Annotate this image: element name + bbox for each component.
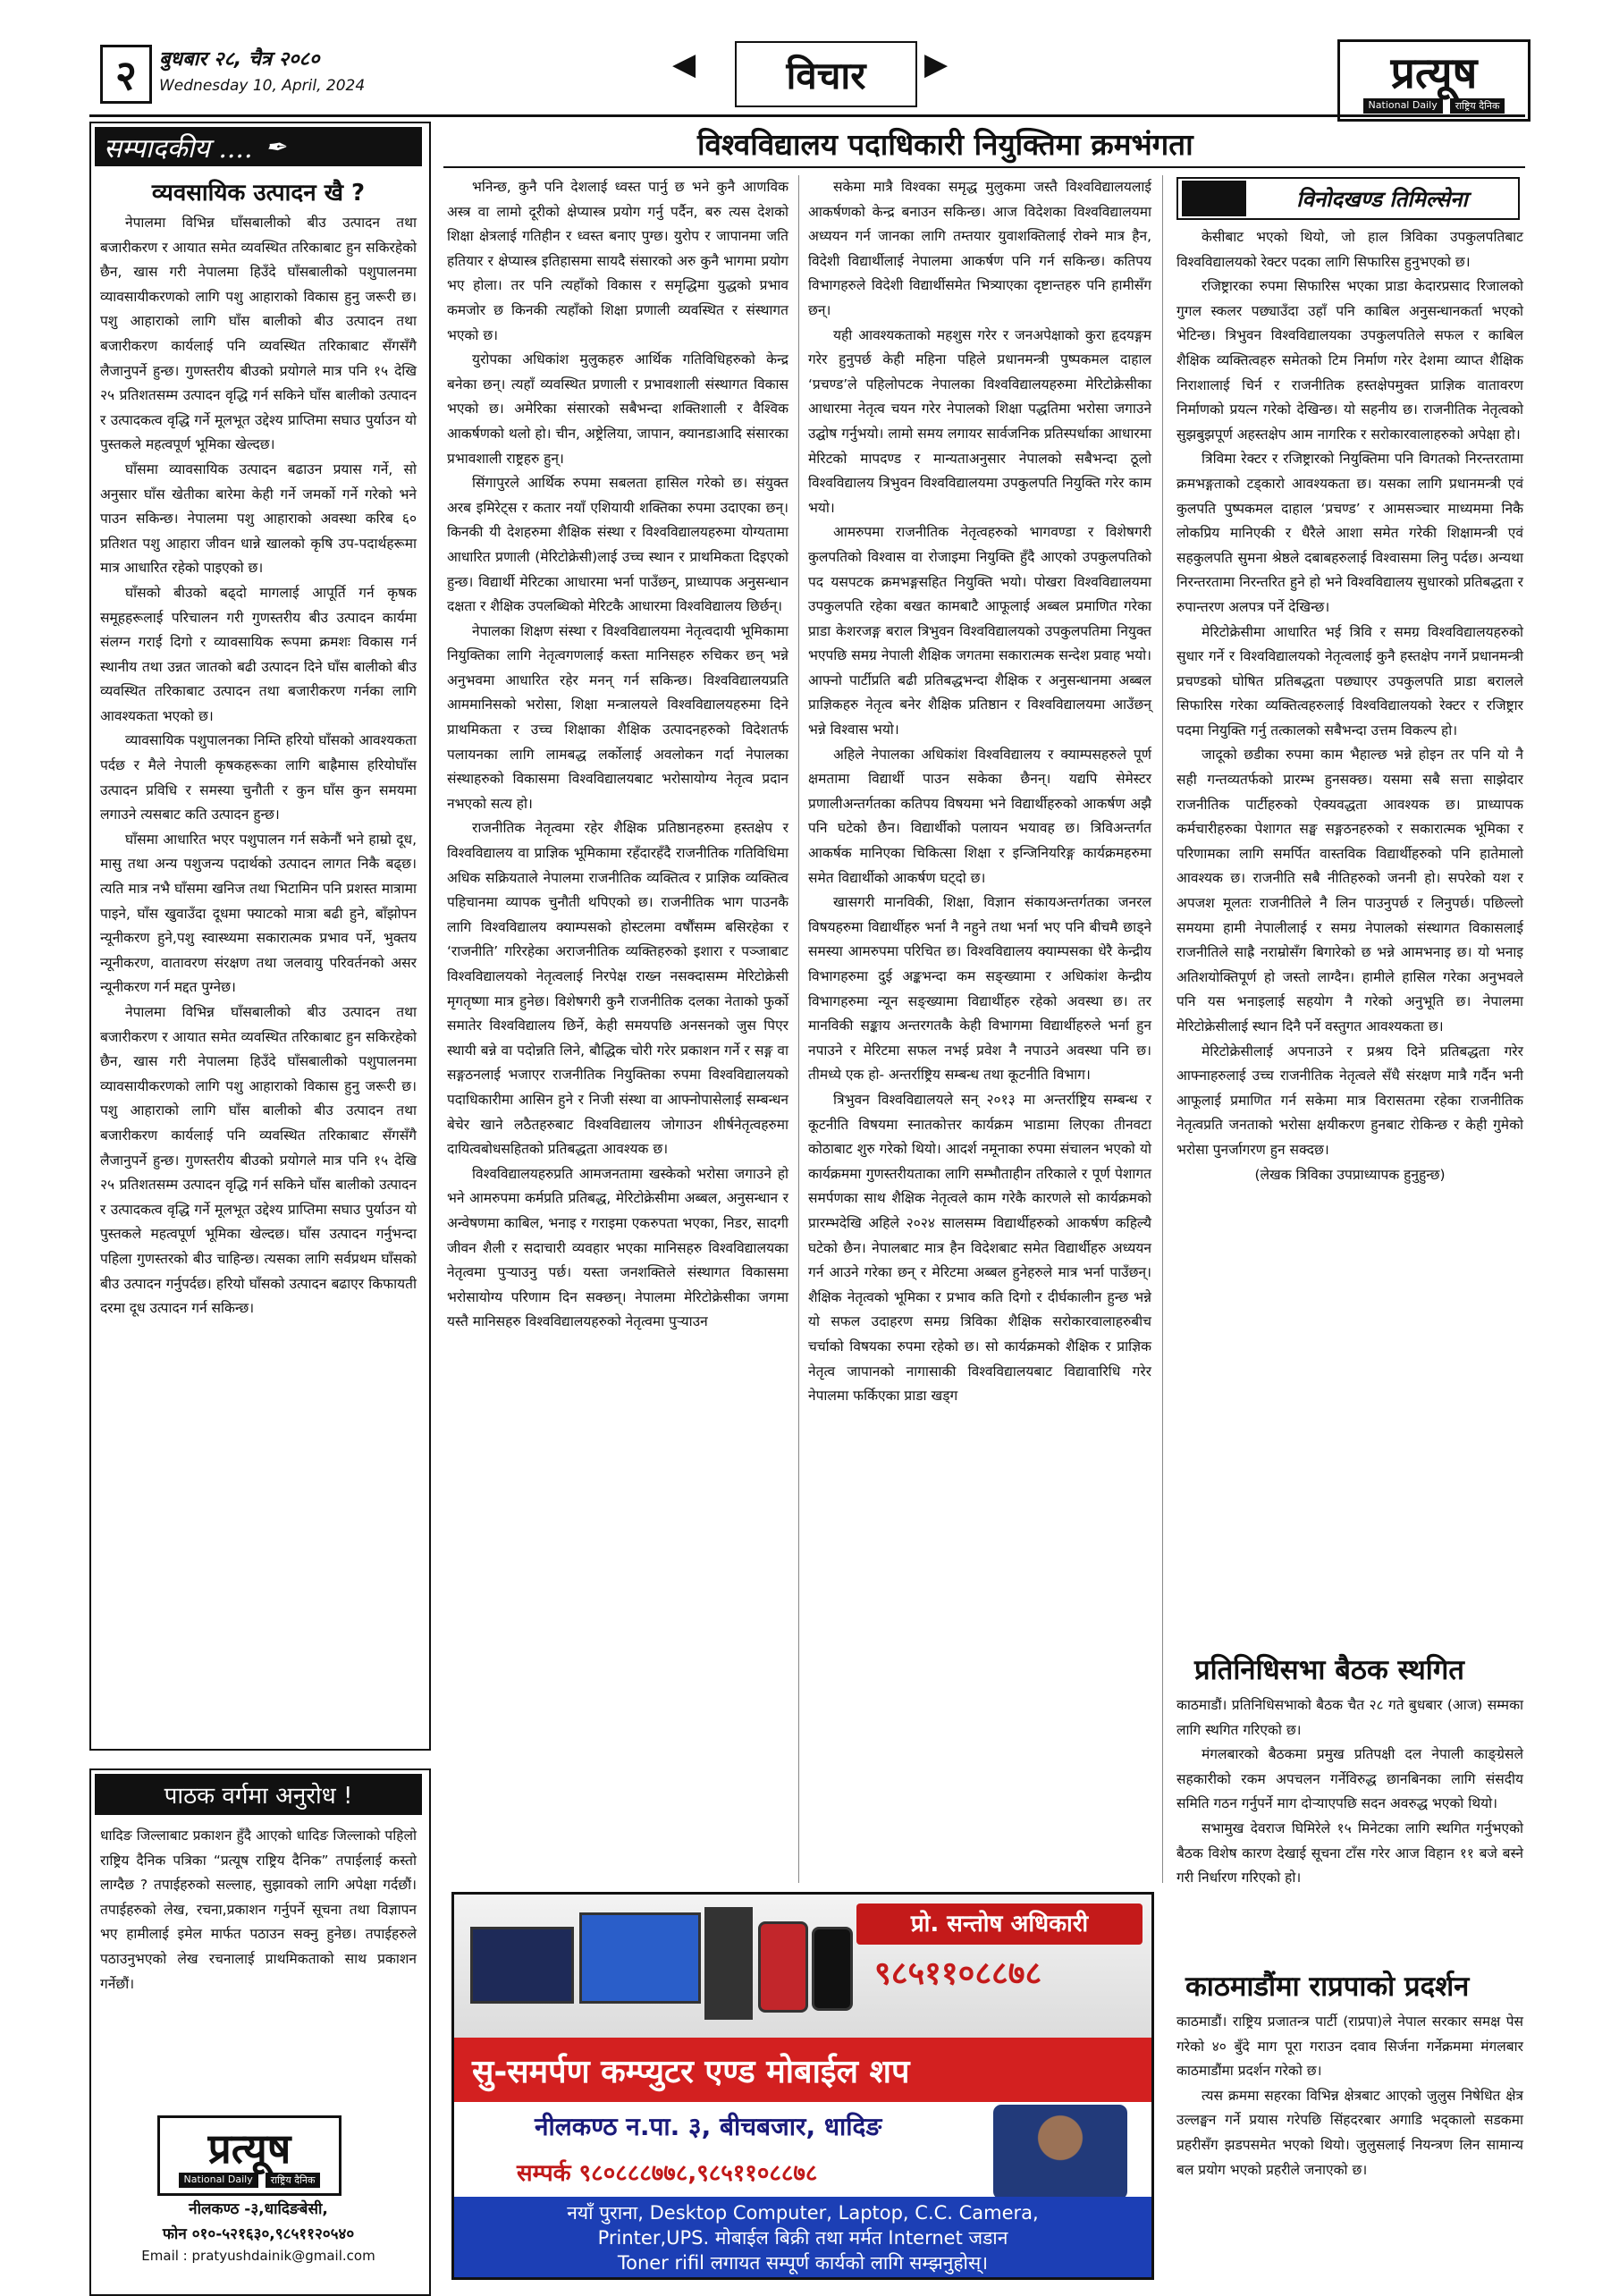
phone-icon	[812, 1927, 853, 2011]
author-box	[1176, 177, 1520, 220]
footer-logo-tag-np: राष्ट्रिय दैनिक	[266, 2173, 321, 2188]
article-paragraph: राजनीतिक नेतृत्वमा रहेर शैक्षिक प्रतिष्ठानहरुमा हस्तक्षेप र विश्वविद्यालय वा प्राज्ञिक भूमिकामा रहँदारहँदै राजनीतिक गतिविधिमा अधिक सक्रियताले नेपालमा राजनीतिक व्यक्तित्व र प्राज्ञिक व्यक्तित्व पहिचानमा व्यापक चुनौती थपिएको छ। राजनीतिक भाग पाउनकै लागि विश्वविद्यालय क्याम्पसको होस्टलमा वर्षौंसम्म बसिरहेका र ‘राजनीति’ गरिरहेका अराजनीतिक व्यक्तिहरुको इशारा र पञ्जाबाट विश्वविद्यालयको नेतृत्वलाई निरपेक्ष राख्न नसक्दासम्म मेरिटोक्रेसी मृगतृष्णा मात्र हुनेछ। विशेषगरी कुनै राजनीतिक दलका नेताको फुर्को समातेर विश्वविद्यालय छिर्ने, केही समयपछि अनसनको जुस पिएर स्थायी बन्ने वा पदोन्नति लिने, बौद्धिक चोरी गरेर प्रकाशन गर्ने र सङ्ग वा सङ्गठनलाई भजाएर राजनीतिक नियुक्तिका रुपमा विश्वविद्यालयको पदाधिकारीमा आसिन हुने र निजी संस्था वा आफ्नोपासेलाई सम्बन्धन बेचेर खाने लठैतहरुबाट विश्वविद्यालय जोगाउन शीर्षनेतृत्वहरुमा दायित्वबोधसहितको प्रतिबद्धता आवश्यक छ।	[447, 820, 788, 1158]
news1-paragraph: सभामुख देवराज घिमिरेले १५ मिनेटका लागि स्थगित गर्नुभएको बैठक विशेष कारण देखाई सूचना टाँस गरेर आज विहान ११ बजे बस्ने गरी निर्धारण गरिएको हो।	[1176, 1819, 1523, 1887]
date-english: Wednesday 10, April, 2024	[159, 77, 366, 95]
ad-services	[454, 2197, 1151, 2280]
phone-icon	[758, 1921, 808, 2013]
editorial-banner-label: सम्पादकीय ....	[104, 132, 253, 165]
article-paragraph: रजिष्ट्रारका रुपमा सिफारिस भएका प्राडा केदारप्रसाद रिजालको गुगल स्कलर पछ्याउँदा उहाँ पनि काबिल अनुसन्धानकर्ता भएको भेटिन्छ। त्रिभुवन विश्वविद्यालयका उपकुलपतिले सफल र काबिल शैक्षिक व्यक्तित्वहरु समेतको टिम निर्माण गरेर देशमा व्याप्त शैक्षिक निराशालाई चिर्न र राजनीतिक हस्तक्षेपमुक्त प्राज्ञिक वातावरण निर्माणको प्रयत्न गरेको देखिन्छ। यो सहनीय छ। राजनीतिक नेतृत्वको सुझबुझपूर्ण अहस्तक्षेप आम नागरिक र सरोकारवालाहरुको अपेक्षा हो।	[1176, 278, 1523, 443]
editorial-paragraph: घाँसमा व्यावसायिक उत्पादन बढाउन प्रयास गर्ने, सो अनुसार घाँस खेतीका बारेमा केही गर्ने जमर्को गर्ने गरेको भने पाउन सकिन्छ। नेपालमा पशु आहाराको अवस्था करिब ६० प्रतिशत पशु आहारा जीवन धान्ने खालको कृषि उप-पदार्थहरूमा मात्र आधारित रहेको पाइएको छ।	[100, 460, 417, 577]
monitor-icon	[579, 1912, 701, 2004]
masthead-logo	[1337, 39, 1530, 122]
editorial-body	[100, 211, 417, 1321]
advertisement	[451, 1892, 1154, 2280]
left-arrow-icon: ◀	[672, 46, 696, 82]
article-paragraph: विश्वविद्यालयहरुप्रति आमजनतामा खस्केको भरोसा जगाउने हो भने आमरुपमा कर्मप्रति प्रतिबद्ध, मेरिटोक्रेसीमा अब्बल, अनुसन्धान र अन्वेषणमा काबिल, भनाइ र गराइमा एकरुपता भएका, निडर, सादगी जीवन शैली र सदाचारी व्यवहार भएका मानिसहरु विश्वविद्यालयका नेतृत्वमा पुऱ्याउनु पर्छ। यस्ता जनशक्तिले संस्थागत विकासमा भरोसायोग्य परिणाम दिन सक्छन्। नेपालमा मेरिटोक्रेसीका जगमा यस्तै मानिसहरु विश्वविद्यालयहरुको नेतृत्वमा पुऱ्याउन	[447, 1165, 788, 1330]
pen-icon: ✒	[265, 131, 286, 162]
right-arrow-icon: ▶	[924, 46, 949, 82]
article-paragraph: अहिले नेपालका अधिकांश विश्वविद्यालय र क्याम्पसहरुले पूर्ण क्षमतामा विद्यार्थी पाउन सकेका छैनन्। यद्यपि सेमेस्टर प्रणालीअन्तर्गतका कतिपय विषयमा भने विद्यार्थीहरुको आकर्षण अझै पनि घटेको छैन। विद्यार्थीको पलायन भयावह छ। त्रिविअन्तर्गत आकर्षक मानिएका चिकित्सा शिक्षा र इन्जिनियरिङ्ग कार्यक्रमहरुमा समेत विद्यार्थीको आकर्षण घट्दो छ।	[808, 746, 1151, 886]
news2-paragraph: काठमाडौं। राष्ट्रिय प्रजातन्त्र पार्टी (राप्रपा)ले नेपाल सरकार समक्ष पेस गरेको ४० बुँदे माग पूरा गराउन दवाव सिर्जना गर्नेक्रममा मंगलबार काठमाडौंमा प्रदर्शन गरेको छ।	[1176, 2013, 1523, 2080]
ad-proprietor: प्रो. सन्तोष अधिकारी	[856, 1903, 1143, 1945]
news1-paragraph: मंगलबारको बैठकमा प्रमुख प्रतिपक्षी दल नेपाली काङ्ग्रेसले सहकारीको रकम अपचलन गर्नेविरुद्ध छानबिनका लागि संसदीय समिति गठन गर्नुपर्ने माग दोऱ्याएपछि सदन अवरुद्ध भएको थियो।	[1176, 1746, 1523, 1812]
footer-phone: फोन ०१०-५२१६३०,९८५११२०५४०	[162, 2225, 355, 2243]
ad-phone-top: ९८५११०८८७८	[874, 1955, 1042, 1992]
column-divider	[798, 175, 799, 1883]
ad-services-line: Toner rifil लगायत सम्पूर्ण कार्यको लागि सम्झनुहोस्।	[617, 2252, 989, 2274]
footer-logo-text: प्रत्यूष	[207, 2123, 291, 2173]
article-paragraph: सिंगापुरले आर्थिक रुपमा सबलता हासिल गरेको छ। संयुक्त अरब इमिरेट्स र कतार नयाँ एशियायी शक्तिका रुपमा उदाएका छन्। किनकी यी देशहरुमा शैक्षिक संस्था र विश्वविद्यालयहरुमा योग्यतामा आधारित प्रणाली (मेरिटोक्रेसी)लाई उच्च स्थान र प्राथमिकता दिइएको हुन्छ। विद्यार्थी मेरिटका आधारमा भर्ना पाउँछन्, प्राध्यापक अनुसन्धान दक्षता र शैक्षिक उपलब्धिको मेरिटकै आधारमा विश्वविद्यालय छिर्छन्।	[447, 475, 788, 615]
ad-contact: सम्पर्क ९८०८८८७७८,९८५११०८८७८	[517, 2160, 818, 2187]
news2-body	[1176, 2010, 1523, 2182]
article-paragraph: आमरुपमा राजनीतिक नेतृत्वहरुको भागवण्डा र विशेषगरी कुलपतिको विश्वास वा रोजाइमा नियुक्ति हुँदै आएको उपकुलपतिको पद यसपटक क्रमभङ्गसहित नियुक्ति भयो। पोखरा विश्वविद्यालयमा उपकुलपति रहेका बखत कामबाटै आफूलाई अब्बल प्रमाणित गरेका प्राडा केशरजङ्ग बराल त्रिभुवन विश्वविद्यालयको उपकुलपतिमा नियुक्त भएपछि समग्र नेपाली शैक्षिक जगतमा सकारात्मक सन्देश प्रवाह भयो। आफ्नो पार्टीप्रति बढी प्रतिबद्धभन्दा शैक्षिक र अनुसन्धानमा अब्बल प्राज्ञिकहरु नेतृत्व बनेर शैक्षिक प्रतिष्ठान र विश्वविद्यालयमा आउँछन् भन्ने विश्वास भयो।	[808, 524, 1151, 739]
editorial-paragraph: व्यावसायिक पशुपालनका निम्ति हरियो घाँसको आवश्यकता पर्दछ र मैले नेपाली कृषकहरूका लागि बाह्रैमास हरियोघाँस उत्पादन प्रविधि र समस्या चुनौती र कुन घाँस कुन समयमा लगाउने त्यसबाट कति उत्पादन हुन्छ।	[100, 732, 417, 823]
article-paragraph: युरोपका अधिकांश मुलुकहरु आर्थिक गतिविधिहरुको केन्द्र बनेका छन्। त्यहाँ व्यवस्थित प्रणाली र प्रभावशाली संस्थागत विकास भएको छ। अमेरिका संसारको सबैभन्दा शक्तिशाली र वैश्विक आकर्षणको थलो हो। चीन, अष्ट्रेलिया, जापान, क्यानडाआदि संसारका प्रभावशाली राष्ट्रहरु हुन्।	[447, 351, 788, 467]
ad-services-line: नयाँ पुराना, Desktop Computer, Laptop, C.C. Camera,	[567, 2202, 1039, 2224]
news2-paragraph: त्यस क्रममा सहरका विभिन्न क्षेत्रबाट आएको जुलुस निषेधित क्षेत्र उल्लङ्घन गर्ने प्रयास गरेपछि सिंहदरबार अगाडि भद्कालो सडकमा प्रहरीसँग झडपसमेत भएको थियो। जुलुसलाई नियन्त्रण लिन सामान्य बल प्रयोग भएको प्रहरीले जनाएको छ।	[1176, 2087, 1523, 2178]
reader-request-body: धादिङ जिल्लाबाट प्रकाशन हुँदै आएको धादिङ जिल्लाको पहिलो राष्ट्रिय दैनिक पत्रिका “प्रत्यूष राष्ट्रिय दैनिक” तपाईलाई कस्तो लाग्दैछ ? तपाईहरुको सल्लाह, सुझावको लागि अपेक्षा गर्दछौं। तपाईहरुको लेख, रचना,प्रकाशन गर्नुपर्ने सूचना तथा विज्ञापन भए हामीलाई इमेल मार्फत पठाउन सक्नु हुनेछ। तपाईहरुले पठाउनुभएको लेख रचनालाई प्राथमिकताको साथ प्रकाशन गर्नेछौं।	[100, 1828, 417, 1992]
editorial-paragraph: घाँसमा आधारित भएर पशुपालन गर्न सकेनौं भने हाम्रो दूध, मासु तथा अन्य पशुजन्य पदार्थको उत्पादन लागत निकै बढ्छ। त्यति मात्र नभै घाँसमा खनिज तथा भिटामिन पनि प्रशस्त मात्रामा पाइने, घाँस खुवाउँदा दूधमा फ्याटको मात्रा बढी हुने, बाँझोपन न्यूनीकरण हुने,पशु स्वास्थ्यमा सकारात्मक प्रभाव पर्ने, भुक्तय न्यूनीकरण, वातावरण संरक्षण तथा जलवायु परिवर्तनको असर न्यूनीकरण गर्न मद्दत पुग्नेछ।	[100, 831, 417, 996]
article-paragraph: जादूको छडीका रुपमा काम भैहाल्छ भन्ने होइन तर पनि यो नै सही गन्तव्यतर्फको प्रारम्भ हुनसक्छ। यसमा सबै सत्ता साझेदार राजनीतिक पार्टीहरुको ऐक्यवद्धता आवश्यक छ। प्राध्यापक कर्मचारीहरुका पेशागत सङ्घ सङ्गठनहरुको र सकारात्मक भूमिका र परिणामका लागि समर्पित वास्तविक विद्यार्थीहरुको पनि हातेमालो आवश्यक छ। राजनीति सबै नीतिहरुको जननी हो। सपरेको यश र अपजश मूलतः राजनीतिले नै लिन पाउनुपर्छ र लिनुपर्छ। पछिल्लो समयमा हामी नेपालीलाई र समग्र नेपालको संस्थागत विकासलाई राजनीतिले साह्रै नराम्रोसँग बिगारेको छ भन्ने आमभनाइ छ। यो भनाइ अतिशयोक्तिपूर्ण हो जस्तो लाग्दैन। हामीले हासिल गरेका अनुभवले पनि यस भनाइलाई सहयोग नै गरेको अनुभूति छ। नेपालमा मेरिटोक्रेसीलाई स्थान दिनै पर्ने वस्तुगत आवश्यकता छ।	[1176, 747, 1523, 1034]
article-paragraph: नेपालका शिक्षण संस्था र विश्वविद्यालयमा नेतृत्वदायी भूमिकामा नियुक्तिका लागि नेतृत्वगणलाई कस्ता मानिसहरु रुचिकर छन् भन्ने अनुभवमा आधारित रहेर मनन् गर्न सकिन्छ। विश्वविद्यालयप्रति आममानिसको भरोसा, शिक्षा मन्त्रालयले विश्वविद्यालयहरुमा दिने प्राथमिकता र उच्च शिक्षाका शैक्षिक उत्पादनहरुको विदेशतर्फ पलायनका लागि लामबद्ध लर्कोलाई अवलोकन गर्दा नेपालका संस्थाहरुको विकासमा विश्वविद्यालयबाट भरोसायोग्य नेतृत्व प्रदान नभएको सत्य हो।	[447, 622, 788, 812]
reader-request-heading: पाठक वर्गमा अनुरोध !	[95, 1774, 422, 1815]
ad-address: नीलकण्ठ न.पा. ३, बीचबजार, धादिङ	[535, 2112, 882, 2141]
laptop-icon	[470, 1927, 574, 2004]
article-column-3	[1176, 225, 1523, 1187]
article-paragraph: मेरिटोक्रेसीलाई अपनाउने र प्रश्रय दिने प्रतिबद्धता गरेर आफ्नाहरुलाई उच्च राजनीतिक नेतृत्वले सँधै संरक्षण मात्रै गर्दैन भनी आफूलाई प्रमाणित गर्न सकेमा मात्र विरासतमा रहेका राजनीतिक नेतृत्वप्रति जनताको भरोसा क्षयीकरण हुनबाट रोकिन्छ र केही गुमेको भरोसा पुनर्जागरण हुन सक्दछ।	[1176, 1042, 1523, 1158]
cpu-tower-icon	[704, 1907, 753, 2020]
ad-shop-name: सु-समर्पण कम्प्युटर एण्ड मोबाईल शप	[454, 2038, 1154, 2102]
author-name: विनोदखण्ड तिमिल्सेना	[1296, 185, 1468, 212]
article-column-2	[808, 175, 1151, 1409]
news2-headline: काठमाडौंमा राप्रपाको प्रदर्शन	[1185, 1971, 1470, 2003]
editorial-paragraph: घाँसको बीउको बढ्दो मागलाई आपूर्ति गर्न कृषक समूहहरूलाई परिचालन गरी गुणस्तरीय बीउ उत्पादन कार्यमा संलग्न गराई दिगो र व्यावसायिक रूपमा क्रमशः विकास गर्न स्थानीय तथा उन्नत जातको बढी उत्पादन दिने घाँस बालीको बीउ व्यवस्थित तरिकाबाट उत्पादन तथा बजारीकरण गर्नका लागि आवश्यकता भएको छ।	[100, 584, 417, 724]
news1-body	[1176, 1693, 1523, 1891]
footer-logo	[157, 2115, 342, 2196]
news1-paragraph: काठमाडौं। प्रतिनिधिसभाको बैठक चैत २८ गते बुधबार (आज) सम्मका लागि स्थगित गरिएको छ।	[1176, 1697, 1523, 1738]
article-paragraph: भनिन्छ, कुनै पनि देशलाई ध्वस्त पार्नु छ भने कुनै आणविक अस्त्र वा लामो दूरीको क्षेप्यास्त्र प्रयोग गर्नु पर्दैन, बरु त्यस देशको शिक्षा क्षेत्रलाई गतिहीन र ध्वस्त बनाए पुग्छ। युरोप र जापानमा जति हतियार र क्षेप्यास्त्र इतिहासमा सायदै संसारको अरु कुनै भागमा प्रयोग भए होला। तर पनि त्यहाँको विकास र समृद्धिमा युद्धको प्रभाव कमजोर छ किनकी त्यहाँको शिक्षा प्रणाली व्यवस्थित र संस्थागत भएको छ।	[447, 179, 788, 343]
page-number: २	[100, 45, 152, 104]
article-headline: विश्वविद्यालय पदाधिकारी नियुक्तिमा क्रमभंगता	[697, 127, 1193, 162]
editorial-paragraph: नेपालमा विभिन्न घाँसबालीको बीउ उत्पादन तथा बजारीकरण र आयात समेत व्यवस्थित तरिकाबाट हुन सकिरहेको छैन, खास गरी नेपालमा हिउँदे घाँसबालीको पशुपालनमा व्यावसायीकरणको लागि पशु आहाराको विकास हुनु जरूरी छ। पशु आहाराको लागि घाँस बालीको बीउ उत्पादन तथा बजारीकरण कार्यलाई पनि व्यवस्थित तरिकाबाट सँगसँगै लैजानुपर्ने हुन्छ। गुणस्तरीय बीउको प्रयोगले मात्र पनि १५ देखि २५ प्रतिशतसम्म उत्पादन वृद्धि गर्न सकिने घाँस बालीको उत्पादन र उत्पादकत्व वृद्धि गर्ने मूलभूत उद्देश्य प्राप्तिमा सघाउ पुर्याउन यो पुस्तकले महत्वपूर्ण भूमिका खेल्दछ।	[100, 215, 417, 453]
logo-text: प्रत्यूष	[1390, 47, 1478, 98]
editorial-banner	[95, 127, 422, 166]
footer-logo-tag-en: National Daily	[179, 2173, 258, 2188]
article-paragraph: त्रिविमा रेक्टर र रजिष्ट्रारको नियुक्तिमा पनि विगतको निरन्तरतामा क्रमभङ्गताको टड्कारो आवश्यकता छ। यसका लागि प्रधानमन्त्री एवं कुलपति पुष्पकमल दाहाल ‘प्रचण्ड’ र आमसञ्चार माध्यममा निकै लोकप्रिय मानिएकी र धैरैले आशा समेत गरेकी शिक्षामन्त्री एवं सहकुलपति सुमना श्रेष्ठले दबाबहरुलाई विश्वासमा लिनु पर्दछ। अन्यथा निरन्तरतामा निरन्तरित हुने हो भने विश्वविद्यालय सुधारको प्रतिबद्धता र रुपान्तरण अलपत्र पर्ने देखिन्छ।	[1176, 451, 1523, 615]
logo-tag-np: राष्ट्रिय दैनिक	[1450, 98, 1505, 114]
article-paragraph: केसीबाट भएको थियो, जो हाल त्रिविका उपकुलपतिबाट विश्वविद्यालयको रेक्टर पदका लागि सिफारिस हुनुभएको छ।	[1176, 229, 1523, 270]
section-title: विचार	[735, 41, 917, 107]
article-paragraph: सकेमा मात्रै विश्वका समृद्ध मुलुकमा जस्तै विश्वविद्यालयलाई आकर्षणको केन्द्र बनाउन सकिन्छ। आज विदेशका विश्वविद्यालयमा अध्ययन गर्न जानका लागि तम्तयार युवाशक्तिलाई रोक्ने मात्र हैन, विदेशी विद्यार्थीलाई नेपालमा आकर्षण पनि गर्न सकिन्छ। कतिपय विभागहरुले विदेशी विद्यार्थीसमेत भित्र्याएका दृष्टान्तहरु पनि हामीसँग छन्।	[808, 179, 1151, 318]
date-nepali: बुधबार २८, चैत्र २०८०	[159, 48, 320, 71]
article-paragraph: मेरिटोक्रेसीमा आधारित भई त्रिवि र समग्र विश्वविद्यालयहरुको सुधार गर्ने र विश्वविद्यालयको नेतृत्वलाई कुनै हस्तक्षेप नगर्ने प्रधानमन्त्री प्रचण्डको घोषित प्रतिबद्धता पछ्याएर उपकुलपति प्राडा बरालले सिफारिस गरेका व्यक्तित्वहरुलाई विश्वविद्यालयको रेक्टर र रजिष्ट्रार पदमा नियुक्ति गर्नु तत्कालको सबैभन्दा उत्तम विकल्प हो।	[1176, 623, 1523, 739]
column-divider	[1162, 175, 1163, 1883]
author-pen-icon	[1182, 181, 1246, 216]
author-note: (लेखक त्रिविका उपप्राध्यापक हुनुहुन्छ)	[1254, 1166, 1446, 1183]
article-paragraph: यही आवश्यकताको महशुस गरेर र जनअपेक्षाको कुरा हृदयङ्गम गरेर हुनुपर्छ केही महिना पहिले प्रधानमन्त्री पुष्पकमल दाहाल ‘प्रचण्ड’ले पहिलोपटक नेपालका विश्वविद्यालयहरुमा मेरिटोक्रेसीका आधारमा नेतृत्व चयन गरेर नेपालको शिक्षा पद्धतिमा भरोसा जगाउने उद्घोष गर्नुभयो। लामो समय लगायर सार्वजनिक प्रतिस्पर्धाका आधारमा मेरिटको मापदण्ड र मान्यताअनुसार नेपालको सबैभन्दा ठूलो विश्वविद्यालय त्रिभुवन विश्वविद्यालयमा उपकुलपति नियुक्ति गरेर काम भयो।	[808, 326, 1151, 516]
news1-headline: प्रतिनिधिसभा बैठक स्थगित	[1194, 1654, 1464, 1686]
editorial-title: व्यवसायिक उत्पादन खै ?	[151, 180, 366, 207]
ad-services-line: Printer,UPS. मोबाईल बिक्री तथा मर्मत Internet जडान	[597, 2227, 1008, 2249]
article-paragraph: खासगरी मानविकी, शिक्षा, विज्ञान संकायअन्तर्गतका जनरल विषयहरुमा विद्यार्थीहरु भर्ना नै नहुने तथा भर्ना भए पनि बीचमै छाड्ने समस्या आमरुपमा परिचित छ। विश्वविद्यालय क्याम्पसका धेरै केन्द्रीय विभागहरुमा दुई अङ्कभन्दा कम सङ्ख्यामा र अधिकांश केन्द्रीय विभागहरुमा न्यून सङ्ख्यामा विद्यार्थीहरु रहेको अवस्था छ। तर मानविकी सङ्काय अन्तरगतकै केही विभागमा विद्यार्थीहरुले भर्ना हुन नपाउने र मेरिटमा सफल नभई प्रवेश नै नपाउने अवस्था पनि छ। तीमध्ये एक हो- अन्तर्राष्ट्रिय सम्बन्ध तथा कूटनीति विभाग।	[808, 894, 1151, 1084]
editorial-paragraph: नेपालमा विभिन्न घाँसबालीको बीउ उत्पादन तथा बजारीकरण र आयात समेत व्यवस्थित तरिकाबाट हुन सकिरहेको छैन, खास गरी नेपालमा हिउँदे घाँसबालीको पशुपालनमा व्यावसायीकरणको लागि पशु आहाराको विकास हुनु जरूरी छ। पशु आहाराको लागि घाँस बालीको बीउ उत्पादन तथा बजारीकरण कार्यलाई पनि व्यवस्थित तरिकाबाट सँगसँगै लैजानुपर्ने हुन्छ। गुणस्तरीय बीउको प्रयोगले मात्र पनि १५ देखि २५ प्रतिशतसम्म उत्पादन वृद्धि गर्न सकिने घाँस बालीको उत्पादन र उत्पादकत्व वृद्धि गर्ने मूलभूत उद्देश्य प्राप्तिमा सघाउ पुर्याउन यो पुस्तकले महत्वपूर्ण भूमिका खेल्दछ। घाँस उत्पादन गर्नुभन्दा पहिला गुणस्तरको बीउ चाहिन्छ। त्यसका लागि सर्वप्रथम घाँसको बीउ उत्पादन गर्नुपर्दछ। हरियो घाँसको उत्पादन बढाएर किफायती दरमा दूध उत्पादन गर्न सकिन्छ।	[100, 1004, 417, 1317]
footer-address: नीलकण्ठ -३,धादिङबेसी,	[189, 2200, 328, 2218]
article-paragraph: त्रिभुवन विश्वविद्यालयले सन् २०१३ मा अन्तर्राष्ट्रिय सम्बन्ध र कूटनीति विषयमा स्नातकोत्तर कार्यक्रम भाडामा लिएका तीनवटा कोठाबाट शुरु गरेको थियो। आदर्श नमूनाका रुपमा संचालन भएको यो कार्यक्रममा गुणस्तरीयताका लागि सम्भौताहीन तरिकाले र पूर्ण पेशागत समर्पणका साथ शैक्षिक नेतृत्वले काम गरेकै कारणले सो कार्यक्रमको प्रारम्भदेखि अहिले २०२४ सालसम्म विद्यार्थीहरुको आकर्षण कहिल्यै घटेको छैन। नेपालबाट मात्र हैन विदेशबाट समेत विद्यार्थीहरु अध्ययन गर्न आउने गरेका छन् र मेरिटमा अब्बल हुनेहरुले मात्र भर्ना पाउँछन्। शैक्षिक नेतृत्वको भूमिका र प्रभाव कति दिगो र दीर्घकालीन हुन्छ भन्ने यो सफल उदाहरण समग्र त्रिविका शैक्षिक सरोकारवालाहरुबीच चर्चाको विषयका रुपमा रहेको छ। सो कार्यक्रमको शैक्षिक र प्राज्ञिक नेतृत्व जापानको नागासाकी विश्वविद्यालयबाट विद्यावारिधि गरेर नेपालमा फर्किएका प्राडा खड्ग	[808, 1091, 1151, 1405]
headline-rule	[443, 166, 1525, 168]
header-rule	[89, 114, 1525, 117]
logo-tag-en: National Daily	[1363, 98, 1443, 114]
article-column-1	[447, 175, 788, 1335]
footer-email: Email : pratyushdainik@gmail.com	[141, 2248, 375, 2264]
proprietor-photo	[991, 2102, 1130, 2202]
